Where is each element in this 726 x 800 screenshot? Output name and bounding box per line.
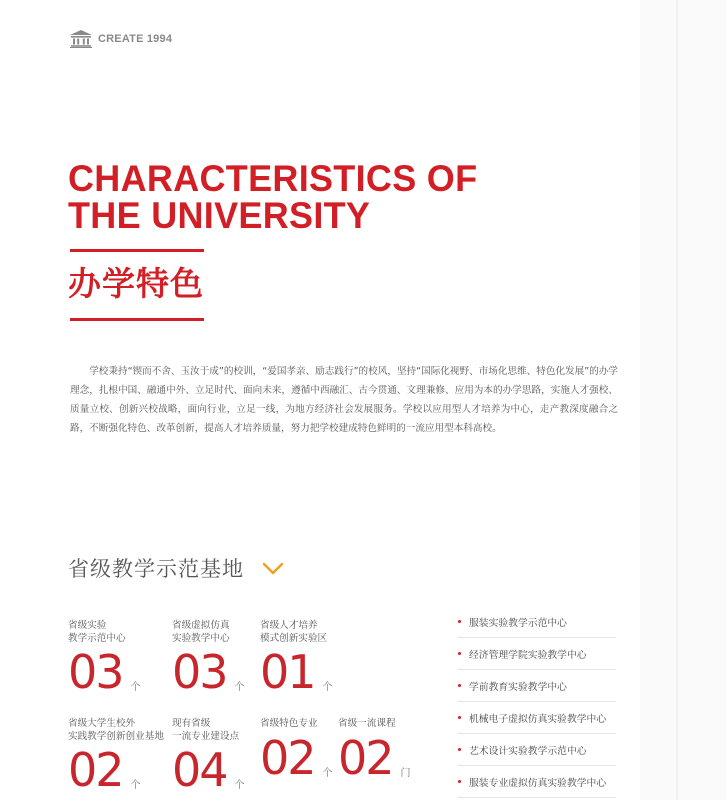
stat-first-class-course: [338, 718, 411, 785]
bullet-dot-icon: [458, 620, 461, 623]
list-item: 机械电子虚拟仿真实验教学中心: [458, 702, 616, 734]
stat-label: 省级实验 教学示范中心: [68, 620, 126, 644]
stat-value: 03: [68, 645, 123, 699]
stat-label: 省级一流课程: [338, 718, 396, 729]
stat-label: 省级人才培养 模式创新实验区: [260, 620, 328, 644]
stat-label: 现有省级 一流专业建设点: [172, 718, 240, 742]
stat-value: 04: [172, 743, 227, 797]
list-item: 艺术设计实验教学示范中心: [458, 734, 616, 766]
stat-label: 省级虚拟仿真 实验教学中心: [172, 620, 230, 644]
title-divider-top: [70, 249, 204, 252]
stat-label: 省级大学生校外 实践教学创新创业基地: [68, 718, 164, 742]
stat-unit: 个: [234, 780, 245, 791]
stat-virtual-sim-center: [172, 620, 245, 699]
title-english: [68, 156, 478, 237]
title-chinese: 办学特色: [68, 264, 204, 303]
center-list: [458, 606, 616, 798]
stat-figure: [172, 743, 245, 797]
list-item: 学前教育实验教学中心: [458, 670, 616, 702]
stat-practice-base: [68, 718, 164, 797]
stat-figure: [68, 743, 164, 797]
stat-featured-major: [260, 718, 333, 785]
stat-value: 01: [260, 645, 315, 699]
list-item: 经济管理学院实验教学中心: [458, 638, 616, 670]
stat-unit: 个: [130, 682, 141, 693]
page-margin-shade: [640, 0, 726, 800]
stat-value: 02: [260, 730, 315, 785]
stat-figure: [338, 730, 411, 785]
title-divider-bottom: [70, 318, 204, 321]
list-item: 服装实验教学示范中心: [458, 606, 616, 638]
stat-unit: 个: [322, 682, 333, 693]
title-english-line-1: CHARACTERISTICS OF: [68, 156, 478, 200]
brand-header: [70, 30, 172, 48]
title-english-line-2: THE UNIVERSITY: [68, 193, 371, 237]
stat-first-class-major: [172, 718, 245, 797]
stat-figure: [68, 645, 141, 699]
bullet-dot-icon: [458, 780, 461, 783]
university-building-icon: [70, 30, 92, 48]
bullet-dot-icon: [458, 652, 461, 655]
bullet-dot-icon: [458, 716, 461, 719]
bullet-dot-icon: [458, 748, 461, 751]
bullet-dot-icon: [458, 684, 461, 687]
stat-unit: 个: [322, 767, 333, 779]
section-title: 省级教学示范基地: [68, 557, 244, 581]
list-item: 服装专业虚拟仿真实验教学中心: [458, 766, 616, 798]
intro-paragraph: 学校秉持“锲而不舍、玉汝于成”的校训，“爱国孝亲、励志践行”的校风，坚持“国际化视野、市场化思维、特色化发展”的办学理念，扎根中国、融通中外、立足时代、面向未来，遵循中西融汇、古今贯通、文理兼修、应用为本的办学思路，实施人才强校、质量立校、创新兴校战略，面向行业，立足一线，为地方经济社会发展服务。学校以应用型人才培养为中心，走产教深度融合之路，不断强化特色、改革创新，提高人才培养质量，努力把学校建成特色鲜明的一流应用型本科高校。: [70, 366, 618, 434]
stat-unit: 门: [400, 767, 411, 779]
stat-unit: 个: [234, 682, 245, 693]
chevron-down-icon[interactable]: [262, 562, 284, 576]
stat-talent-mode-zone: [260, 620, 333, 699]
stat-label: 省级特色专业: [260, 718, 318, 729]
brand-text: CREATE 1994: [98, 33, 173, 45]
page-fold-line: [676, 0, 678, 800]
stat-provincial-exp-center: [68, 620, 141, 699]
stat-value: 02: [338, 730, 393, 785]
stat-unit: 个: [130, 780, 141, 791]
stat-value: 02: [68, 743, 123, 797]
section-header: [68, 555, 284, 583]
stat-value: 03: [172, 645, 227, 699]
stat-figure: [172, 645, 245, 699]
stat-figure: [260, 645, 333, 699]
stat-figure: [260, 730, 333, 785]
